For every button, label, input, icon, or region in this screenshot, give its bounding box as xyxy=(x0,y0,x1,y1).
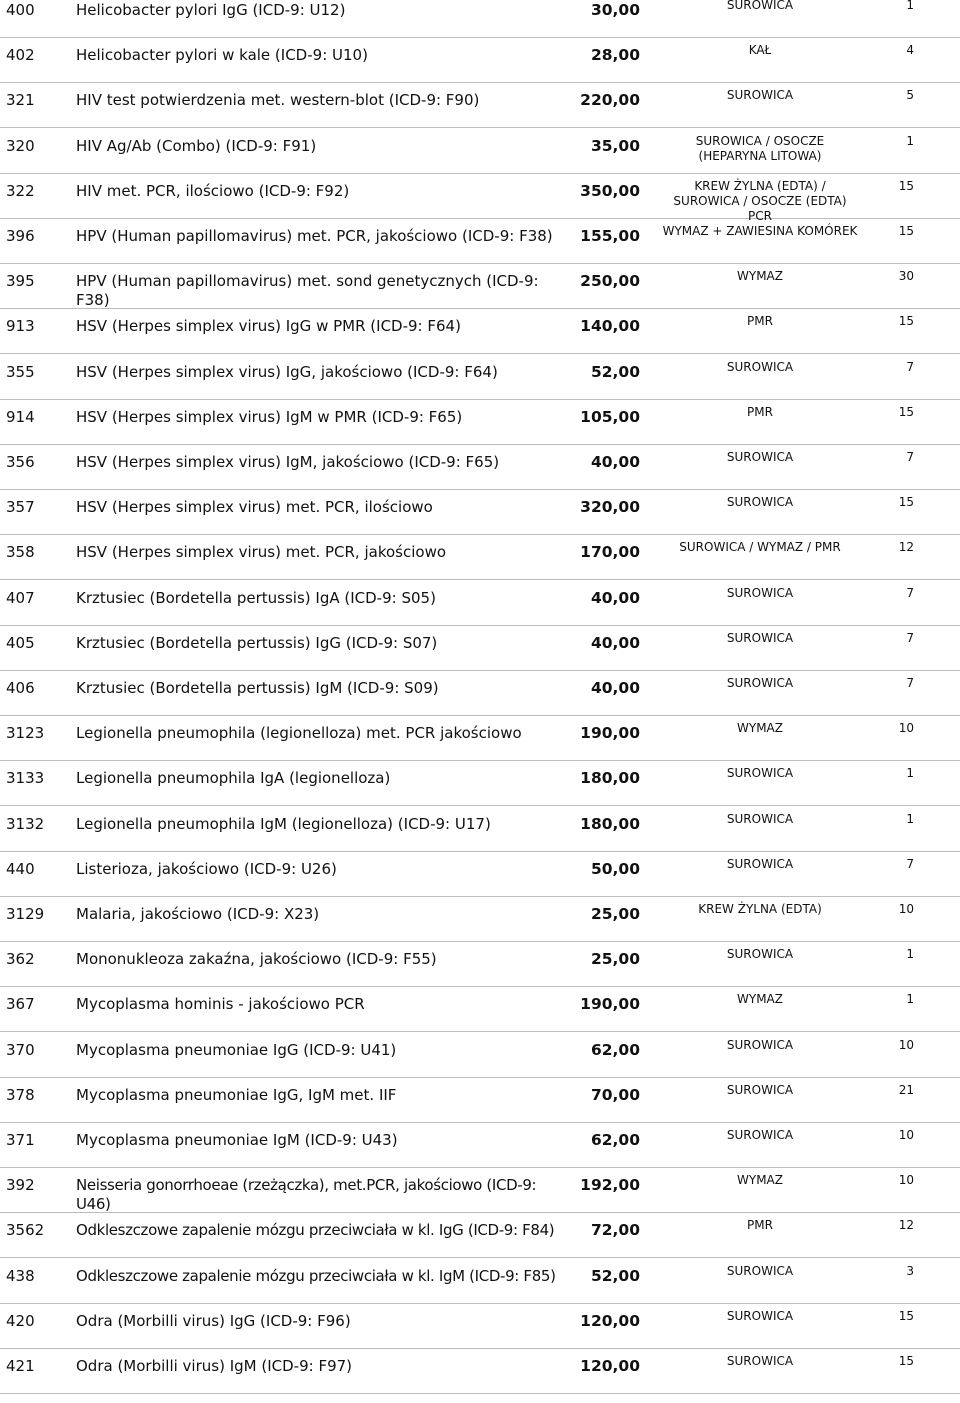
turnaround-days: 3 xyxy=(906,1263,914,1278)
test-code: 362 xyxy=(6,950,35,969)
test-code: 407 xyxy=(6,588,35,607)
turnaround-days: 7 xyxy=(906,630,914,645)
test-name: HSV (Herpes simplex virus) IgG w PMR (ICD-9: F64) xyxy=(76,317,461,336)
sample-material: WYMAZ xyxy=(737,269,783,284)
test-price: 155,00 xyxy=(580,227,640,245)
test-name: Odra (Morbilli virus) IgG (ICD-9: F96) xyxy=(76,1311,351,1330)
sample-material: SUROWICA xyxy=(726,1354,794,1368)
test-name: Krztusiec (Bordetella pertussis) IgG (ICD-9: S07) xyxy=(76,633,438,652)
table-row xyxy=(0,1212,960,1258)
test-price: 120,00 xyxy=(580,1357,640,1375)
test-name: Odkleszczowe zapalenie mózgu przeciwciała w kl. IgM (ICD-9: F85) xyxy=(76,1266,556,1285)
table-row xyxy=(0,1258,960,1304)
test-code: 378 xyxy=(6,1085,35,1104)
table-row xyxy=(0,173,960,223)
sample-material: SUROWICA xyxy=(726,450,794,464)
test-code: 3133 xyxy=(6,769,45,788)
turnaround-days: 10 xyxy=(898,1037,914,1052)
sample-material: SUROWICA / WYMAZ / PMR xyxy=(679,540,841,555)
table-row xyxy=(0,534,960,580)
sample-material: SUROWICA xyxy=(726,1263,794,1278)
turnaround-days: 15 xyxy=(898,314,914,329)
test-price: 52,00 xyxy=(590,1266,640,1285)
test-price: 190,00 xyxy=(580,724,640,743)
turnaround-days: 7 xyxy=(906,676,914,690)
turnaround-days: 12 xyxy=(898,1218,914,1233)
sample-material: PMR xyxy=(747,1218,773,1233)
test-price: 170,00 xyxy=(580,543,640,562)
test-code: 438 xyxy=(6,1266,35,1285)
sample-material: SUROWICA xyxy=(726,495,794,510)
test-code: 396 xyxy=(6,227,35,245)
test-code: 421 xyxy=(6,1357,35,1375)
test-code: 3562 xyxy=(6,1221,45,1240)
test-code: 3123 xyxy=(6,724,45,743)
sample-material: SUROWICA xyxy=(726,0,794,12)
turnaround-days: 10 xyxy=(898,721,914,736)
test-name: Mycoplasma pneumoniae IgG (ICD-9: U41) xyxy=(76,1040,397,1059)
sample-material: KAŁ xyxy=(748,43,772,58)
table-row xyxy=(0,444,960,490)
turnaround-days: 10 xyxy=(898,1128,914,1142)
turnaround-days: 5 xyxy=(906,88,914,103)
table-row xyxy=(0,1348,960,1394)
table-row xyxy=(0,1032,960,1078)
test-code: 405 xyxy=(6,633,35,652)
test-code: 355 xyxy=(6,362,35,381)
test-code: 320 xyxy=(6,136,35,155)
sample-material: WYMAZ + ZAWIESINA KOMÓREK xyxy=(662,224,858,238)
table-row xyxy=(0,851,960,897)
table-row xyxy=(0,1303,960,1349)
test-price: 40,00 xyxy=(590,679,640,697)
test-name: HIV test potwierdzenia met. western-blot (ICD-9: F90) xyxy=(76,91,480,110)
table-row xyxy=(0,308,960,354)
turnaround-days: 15 xyxy=(898,178,914,193)
test-name: Helicobacter pylori w kale (ICD-9: U10) xyxy=(76,46,368,65)
test-price: 105,00 xyxy=(580,407,640,426)
turnaround-days: 4 xyxy=(906,43,914,58)
test-price: 180,00 xyxy=(580,769,640,788)
turnaround-days: 15 xyxy=(898,1354,914,1368)
turnaround-days: 7 xyxy=(906,359,914,374)
table-row xyxy=(0,580,960,626)
test-price: 140,00 xyxy=(580,317,640,336)
sample-material: SUROWICA xyxy=(726,1037,794,1052)
test-price: 320,00 xyxy=(580,498,640,517)
turnaround-days: 1 xyxy=(906,0,914,12)
turnaround-days: 12 xyxy=(898,540,914,555)
test-code: 913 xyxy=(6,317,35,336)
table-row xyxy=(0,1167,960,1213)
test-price: 70,00 xyxy=(590,1085,640,1104)
test-price: 35,00 xyxy=(590,136,640,155)
sample-material: WYMAZ xyxy=(737,1173,783,1188)
turnaround-days: 15 xyxy=(898,404,914,419)
sample-material: PMR xyxy=(747,404,773,419)
sample-material: SUROWICA xyxy=(726,88,794,103)
test-name: HSV (Herpes simplex virus) met. PCR, jakościowo xyxy=(76,543,447,562)
sample-material: SUROWICA xyxy=(726,811,794,826)
test-code: 395 xyxy=(6,272,35,291)
sample-material: SUROWICA xyxy=(726,1082,794,1097)
table-row xyxy=(0,670,960,716)
sample-material: SUROWICA / OSOCZE (HEPARYNA LITOWA) xyxy=(695,133,825,163)
table-row xyxy=(0,760,960,806)
sample-material: SUROWICA xyxy=(726,766,794,781)
sample-material: SUROWICA xyxy=(726,630,794,645)
test-price: 28,00 xyxy=(590,46,640,65)
test-price: 62,00 xyxy=(590,1040,640,1059)
test-price: 180,00 xyxy=(580,814,640,833)
test-name: Mycoplasma hominis - jakościowo PCR xyxy=(76,995,365,1014)
test-code: 400 xyxy=(6,1,35,19)
turnaround-days: 1 xyxy=(906,766,914,781)
turnaround-days: 1 xyxy=(906,133,914,148)
sample-material: SUROWICA xyxy=(726,856,794,871)
table-row xyxy=(0,128,960,174)
test-name: HSV (Herpes simplex virus) IgG, jakościowo (ICD-9: F64) xyxy=(76,362,498,381)
test-code: 358 xyxy=(6,543,35,562)
turnaround-days: 7 xyxy=(906,450,914,464)
test-name: Legionella pneumophila (legionelloza) met. PCR jakościowo xyxy=(76,724,522,743)
sample-material: SUROWICA xyxy=(726,947,794,962)
test-price: 25,00 xyxy=(590,950,640,969)
test-name: HIV met. PCR, ilościowo (ICD-9: F92) xyxy=(76,181,350,200)
test-price: 52,00 xyxy=(590,362,640,381)
sample-material: KREW ŻYLNA (EDTA) xyxy=(698,902,822,916)
test-name: HSV (Herpes simplex virus) IgM w PMR (ICD-9: F65) xyxy=(76,407,463,426)
table-row xyxy=(0,82,960,128)
test-price: 72,00 xyxy=(590,1221,640,1240)
sample-material: SUROWICA xyxy=(726,359,794,374)
sample-material: SUROWICA xyxy=(726,1128,794,1142)
table-row xyxy=(0,1122,960,1168)
table-row xyxy=(0,986,960,1032)
test-code: 3129 xyxy=(6,905,45,923)
turnaround-days: 10 xyxy=(898,1173,914,1188)
table-row xyxy=(0,489,960,535)
test-code: 370 xyxy=(6,1040,35,1059)
table-row xyxy=(0,1077,960,1123)
turnaround-days: 15 xyxy=(898,495,914,510)
turnaround-days: 30 xyxy=(898,269,914,284)
table-row xyxy=(0,806,960,852)
test-price: 40,00 xyxy=(590,588,640,607)
test-name: Helicobacter pylori IgG (ICD-9: U12) xyxy=(76,1,346,19)
test-price: 62,00 xyxy=(590,1131,640,1149)
test-name: HSV (Herpes simplex virus) met. PCR, ilościowo xyxy=(76,498,433,517)
test-price: 25,00 xyxy=(590,905,640,923)
test-code: 3132 xyxy=(6,814,45,833)
turnaround-days: 15 xyxy=(898,224,914,238)
test-code: 402 xyxy=(6,46,35,65)
table-row xyxy=(0,941,960,987)
test-name: Odra (Morbilli virus) IgM (ICD-9: F97) xyxy=(76,1357,353,1375)
table-row xyxy=(0,399,960,445)
sample-material: KREW ŻYLNA (EDTA) / SUROWICA / OSOCZE (EDTA) PCR xyxy=(673,178,847,223)
test-name: Mycoplasma pneumoniae IgG, IgM met. IIF xyxy=(76,1085,397,1104)
test-name: HPV (Human papillomavirus) met. sond genetycznych (ICD-9: F38) xyxy=(76,272,539,310)
test-price: 350,00 xyxy=(580,181,640,200)
sample-material: WYMAZ xyxy=(737,721,783,736)
test-name: Odkleszczowe zapalenie mózgu przeciwciała w kl. IgG (ICD-9: F84) xyxy=(76,1221,555,1240)
test-price: 220,00 xyxy=(580,91,640,110)
turnaround-days: 21 xyxy=(898,1082,914,1097)
table-row xyxy=(0,625,960,671)
test-name: HPV (Human papillomavirus) met. PCR, jakościowo (ICD-9: F38) xyxy=(76,227,553,245)
sample-material: SUROWICA xyxy=(726,676,794,690)
test-name: HIV Ag/Ab (Combo) (ICD-9: F91) xyxy=(76,136,317,155)
test-code: 914 xyxy=(6,407,35,426)
table-row xyxy=(0,715,960,761)
test-name: Legionella pneumophila IgA (legionelloza) xyxy=(76,769,391,788)
sample-material: SUROWICA xyxy=(726,585,794,600)
turnaround-days: 1 xyxy=(906,992,914,1007)
test-name: Mycoplasma pneumoniae IgM (ICD-9: U43) xyxy=(76,1131,398,1149)
test-price: 190,00 xyxy=(580,995,640,1014)
test-price: 250,00 xyxy=(580,272,640,291)
test-price: 40,00 xyxy=(590,453,640,471)
test-price: 192,00 xyxy=(580,1176,640,1195)
test-code: 440 xyxy=(6,859,35,878)
test-name: Mononukleoza zakaźna, jakościowo (ICD-9: F55) xyxy=(76,950,437,969)
test-name: Krztusiec (Bordetella pertussis) IgM (ICD-9: S09) xyxy=(76,679,439,697)
turnaround-days: 15 xyxy=(898,1308,914,1323)
turnaround-days: 1 xyxy=(906,947,914,962)
test-name: Legionella pneumophila IgM (legionelloza) (ICD-9: U17) xyxy=(76,814,491,833)
test-code: 357 xyxy=(6,498,35,517)
test-code: 406 xyxy=(6,679,35,697)
turnaround-days: 7 xyxy=(906,585,914,600)
test-code: 420 xyxy=(6,1311,35,1330)
table-row xyxy=(0,0,960,38)
test-name: Malaria, jakościowo (ICD-9: X23) xyxy=(76,905,320,923)
test-name: Krztusiec (Bordetella pertussis) IgA (ICD-9: S05) xyxy=(76,588,436,607)
table-row xyxy=(0,263,960,309)
test-code: 367 xyxy=(6,995,35,1014)
turnaround-days: 7 xyxy=(906,856,914,871)
turnaround-days: 10 xyxy=(898,902,914,916)
test-code: 371 xyxy=(6,1131,35,1149)
sample-material: PMR xyxy=(747,314,773,329)
sample-material: SUROWICA xyxy=(726,1308,794,1323)
test-code: 321 xyxy=(6,91,35,110)
test-name: Listerioza, jakościowo (ICD-9: U26) xyxy=(76,859,337,878)
test-name: Neisseria gonorrhoeae (rzeżączka), met.PCR, jakościowo (ICD-9: U46) xyxy=(76,1176,537,1214)
table-row xyxy=(0,896,960,942)
table-row xyxy=(0,218,960,264)
test-price: 50,00 xyxy=(590,859,640,878)
test-code: 356 xyxy=(6,453,35,471)
test-code: 392 xyxy=(6,1176,35,1195)
test-name: HSV (Herpes simplex virus) IgM, jakościowo (ICD-9: F65) xyxy=(76,453,500,471)
test-price: 120,00 xyxy=(580,1311,640,1330)
test-code: 322 xyxy=(6,181,35,200)
table-row xyxy=(0,354,960,400)
test-price: 30,00 xyxy=(590,1,640,19)
sample-material: WYMAZ xyxy=(737,992,783,1007)
table-row xyxy=(0,37,960,83)
turnaround-days: 1 xyxy=(906,811,914,826)
test-price: 40,00 xyxy=(590,633,640,652)
